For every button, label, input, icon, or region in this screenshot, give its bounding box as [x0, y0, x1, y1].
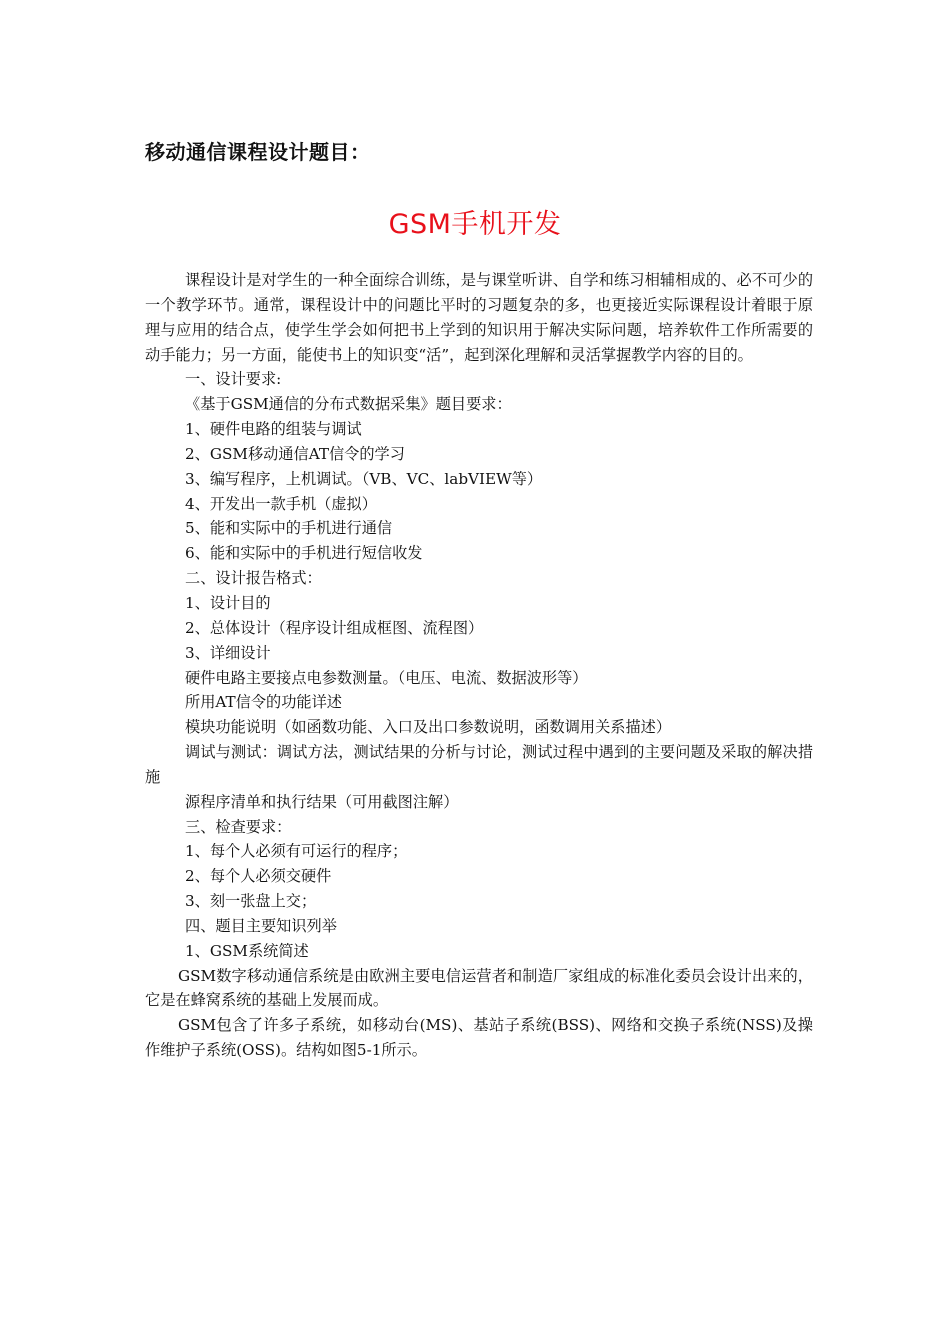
document-title: GSM手机开发 — [388, 209, 562, 240]
section1-item: 5、能和实际中的手机进行通信 — [185, 519, 393, 538]
section2-item: 3、详细设计 — [185, 643, 271, 662]
section2-title: 二、设计报告格式： — [185, 569, 322, 588]
section1-item: 1、硬件电路的组装与调试 — [185, 420, 362, 439]
section1-item: 4、开发出一款手机（虚拟） — [185, 494, 377, 513]
document-heading: 移动通信课程设计题目： — [145, 140, 371, 164]
document-body — [145, 268, 813, 1063]
section1-item: 3、编写程序，上机调试。（VB、VC、labVIEW等） — [185, 469, 543, 488]
section1-item: 2、GSM移动通信AT信令的学习 — [185, 444, 405, 463]
section2-debug-paragraph: 调试与测试：调试方法，测试结果的分析与讨论，测试过程中遇到的主要问题及采取的解决措施 — [145, 743, 813, 786]
section1-subtitle: 《基于GSM通信的分布式数据采集》题目要求： — [185, 395, 512, 414]
section3-item: 1、每个人必须有可运行的程序； — [185, 842, 408, 861]
section3-item: 2、每个人必须交硬件 — [185, 867, 332, 886]
section2-item: 所用AT信令的功能详述 — [185, 693, 342, 712]
gsm-subsystems-paragraph: GSM包含了许多子系统，如移动台(MS)、基站子系统(BSS)、网络和交换子系统(NSS)及操作维护子系统(OSS)。结构如图5-1所示。 — [145, 1016, 813, 1060]
section2-source: 源程序清单和执行结果（可用截图注解） — [185, 792, 459, 811]
section2-item: 模块功能说明（如函数功能、入口及出口参数说明，函数调用关系描述） — [185, 718, 671, 737]
section1-item: 6、能和实际中的手机进行短信收发 — [185, 544, 423, 563]
section1-title: 一、设计要求: — [185, 370, 282, 389]
section3-title: 三、检查要求： — [185, 817, 292, 836]
section3-item: 3、刻一张盘上交； — [185, 892, 317, 911]
gsm-intro-paragraph: GSM数字移动通信系统是由欧洲主要电信运营者和制造厂家组成的标准化委员会设计出来的，它是在蜂窝系统的基础上发展而成。 — [145, 966, 813, 1010]
section4-item: 1、GSM系统简述 — [185, 941, 309, 960]
section2-item: 2、总体设计（程序设计组成框图、流程图） — [185, 618, 484, 637]
section2-item: 硬件电路主要接点电参数测量。（电压、电流、数据波形等） — [185, 668, 588, 687]
section4-title: 四、题目主要知识列举 — [185, 916, 337, 935]
section2-item: 1、设计目的 — [185, 593, 271, 612]
intro-paragraph: 课程设计是对学生的一种全面综合训练，是与课堂听讲、自学和练习相辅相成的、必不可少的一个教学环节。通常，课程设计中的问题比平时的习题复杂的多，也更接近实际课程设计着眼于原理与应用的结合点，使学生学会如何把书上学到的知识用于解决实际问题，培养软件工作所需要的动手能力；另一方面，能使书上的知识变“活”，起到深化理解和灵活掌握教学内容的目的。 — [145, 271, 813, 364]
